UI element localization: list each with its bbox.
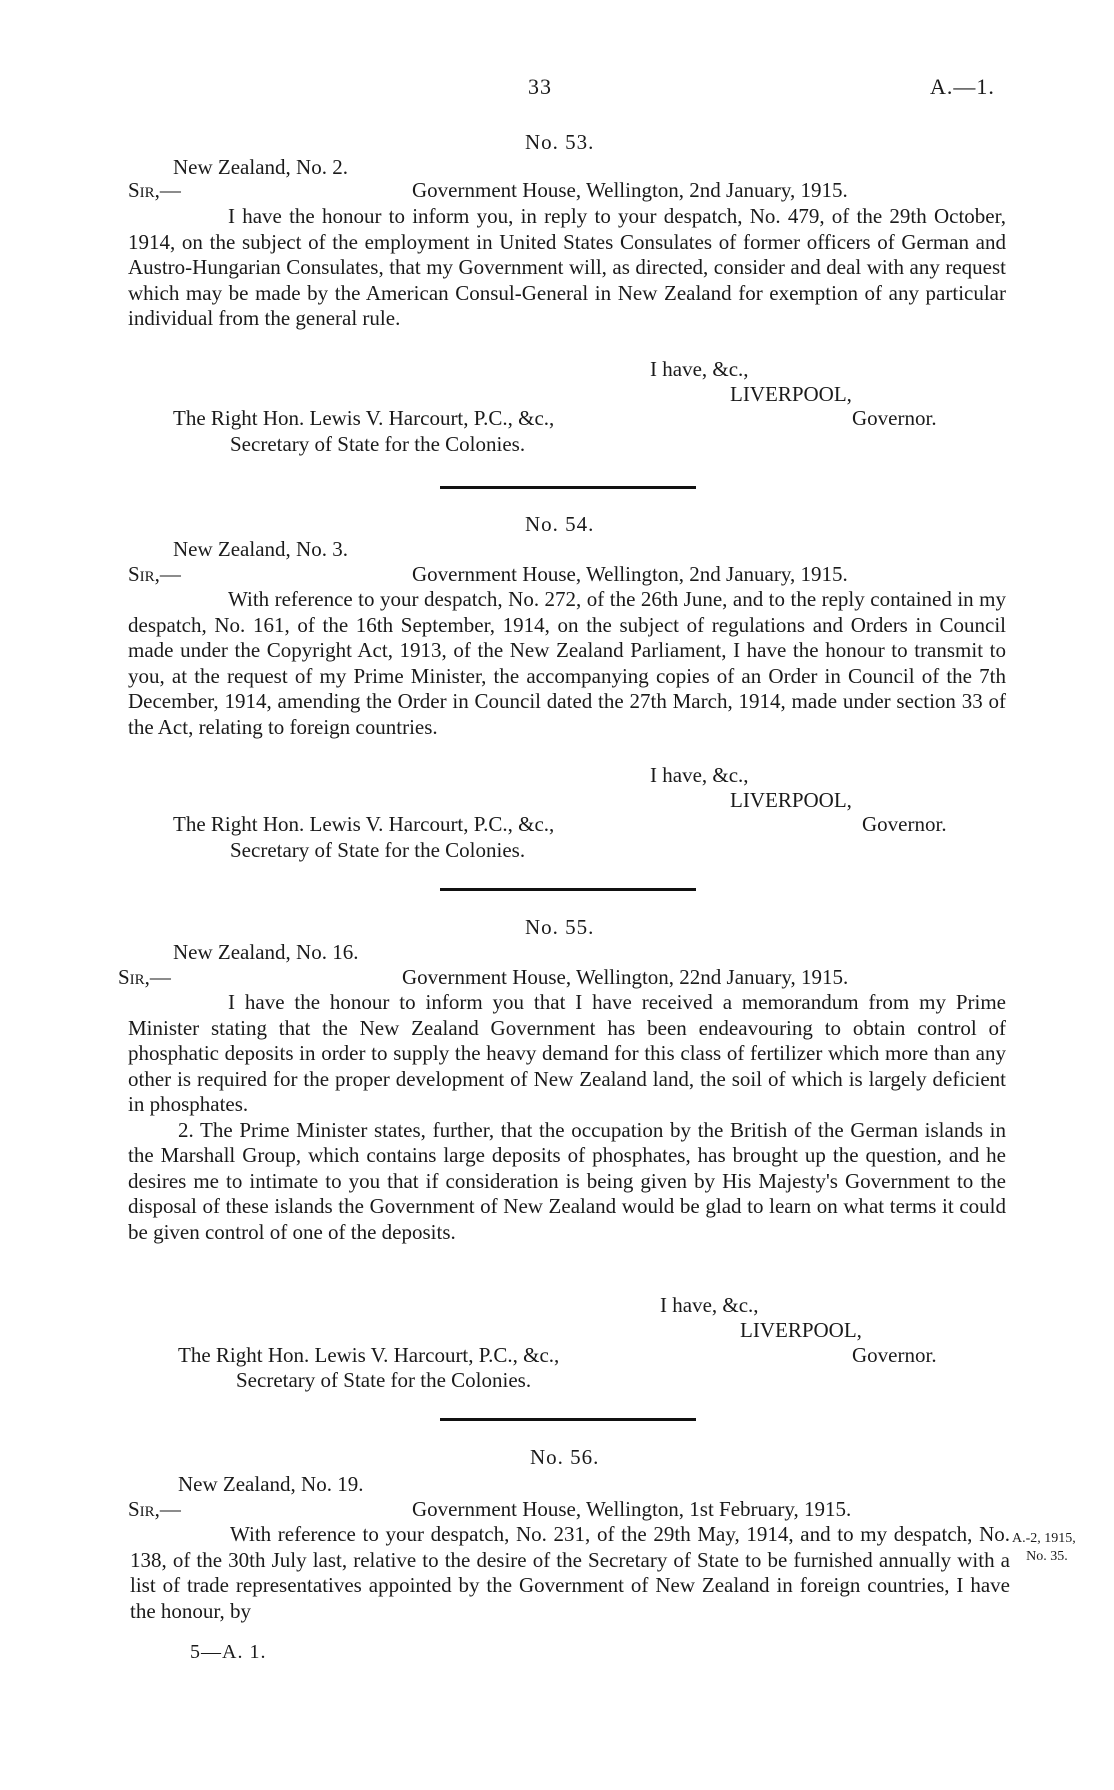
place-reference: New Zealand, No. 2.	[173, 155, 348, 179]
closing: I have, &c.,	[660, 1293, 759, 1317]
section-divider	[440, 1418, 696, 1421]
section-divider	[440, 486, 696, 489]
signer: LIVERPOOL,	[730, 788, 852, 812]
body-text	[128, 587, 1006, 740]
salutation: Sir,—	[128, 178, 181, 202]
paragraph: 2. The Prime Minister states, further, that the occupation by the British of the German islands in the Marshall Group, which contains large deposits of phosphates, has brought up the question, and he desires me to intimate to you that if consideration is being given by His Majesty's Government to the disposal of these islands the Government of New Zealand would be glad to learn on what terms it could be given control of one of the deposits.	[128, 1117, 1006, 1244]
signer-title: Governor.	[862, 812, 947, 836]
paragraph: With reference to your despatch, No. 231, of the 29th May, 1914, and to my despatch, No. 138, of the 30th July last, relative to the desire of the Secretary of State to be furnished annually with a list of trade representatives appointed by the Government of New Zealand in foreign countries, I have the honour, by	[130, 1522, 1010, 1623]
addressee-line: Secretary of State for the Colonies.	[230, 838, 526, 862]
place-reference: New Zealand, No. 19.	[178, 1472, 364, 1496]
place-reference: New Zealand, No. 16.	[173, 940, 359, 964]
despatch-number: No. 55.	[525, 915, 595, 939]
margin-note-line: No. 35.	[1026, 1549, 1068, 1564]
closing: I have, &c.,	[650, 763, 749, 787]
body-text	[130, 1522, 1010, 1624]
signature-mark: 5—A. 1.	[190, 1641, 267, 1663]
despatch-number: No. 53.	[525, 130, 595, 154]
section-divider	[440, 888, 696, 891]
page-number: 33	[528, 74, 552, 99]
dateline: Government House, Wellington, 22nd January, 1915.	[402, 965, 849, 989]
body-text	[128, 204, 1006, 332]
salutation: Sir,—	[118, 965, 171, 989]
dateline: Government House, Wellington, 1st February, 1915.	[412, 1497, 852, 1521]
signer: LIVERPOOL,	[730, 382, 852, 406]
page-reference: A.—1.	[930, 74, 995, 99]
paragraph: I have the honour to inform you, in reply to your despatch, No. 479, of the 29th October, 1914, on the subject of the employment in United States Consulates of former officers of German and Austro-Hungarian Consulates, that my Government will, as directed, consider and deal with any request which may be made by the American Consul-General in New Zealand for exemption of any particular individual from the general rule.	[128, 204, 1006, 330]
addressee-line: Secretary of State for the Colonies.	[236, 1368, 532, 1392]
signer: LIVERPOOL,	[740, 1318, 862, 1342]
salutation: Sir,—	[128, 1497, 181, 1521]
place-reference: New Zealand, No. 3.	[173, 537, 348, 561]
paragraph: I have the honour to inform you that I have received a memorandum from my Prime Minister stating that the New Zealand Government has been endeavouring to obtain control of phosphatic deposits in order to supply the heavy demand for this class of fertilizer which more than any other is required for the proper development of New Zealand land, the soil of which is largely deficient in phosphates.	[128, 990, 1006, 1116]
addressee-line: The Right Hon. Lewis V. Harcourt, P.C., &c.,	[173, 812, 555, 836]
dateline: Government House, Wellington, 2nd January, 1915.	[412, 562, 848, 586]
body-text	[128, 990, 1006, 1245]
salutation: Sir,—	[128, 562, 181, 586]
despatch-number: No. 56.	[530, 1445, 600, 1469]
paragraph: With reference to your despatch, No. 272, of the 26th June, and to the reply contained in my despatch, No. 161, of the 16th September, 1914, on the subject of regulations and Orders in Council made under the Copyright Act, 1913, of the New Zealand Parliament, I have the honour to transmit to you, at the request of my Prime Minister, the accompanying copies of an Order in Council of the 7th December, 1914, amending the Order in Council dated the 27th March, 1914, made under section 33 of the Act, relating to foreign countries.	[128, 587, 1006, 739]
addressee-line: The Right Hon. Lewis V. Harcourt, P.C., &c.,	[178, 1343, 560, 1367]
margin-note	[1012, 1530, 1076, 1566]
addressee-line: The Right Hon. Lewis V. Harcourt, P.C., &c.,	[173, 406, 555, 430]
addressee-line: Secretary of State for the Colonies.	[230, 432, 526, 456]
margin-note-line: A.-2, 1915,	[1012, 1531, 1076, 1546]
signer-title: Governor.	[852, 1343, 937, 1367]
dateline: Government House, Wellington, 2nd January, 1915.	[412, 178, 848, 202]
despatch-number: No. 54.	[525, 512, 595, 536]
closing: I have, &c.,	[650, 357, 749, 381]
signer-title: Governor.	[852, 406, 937, 430]
